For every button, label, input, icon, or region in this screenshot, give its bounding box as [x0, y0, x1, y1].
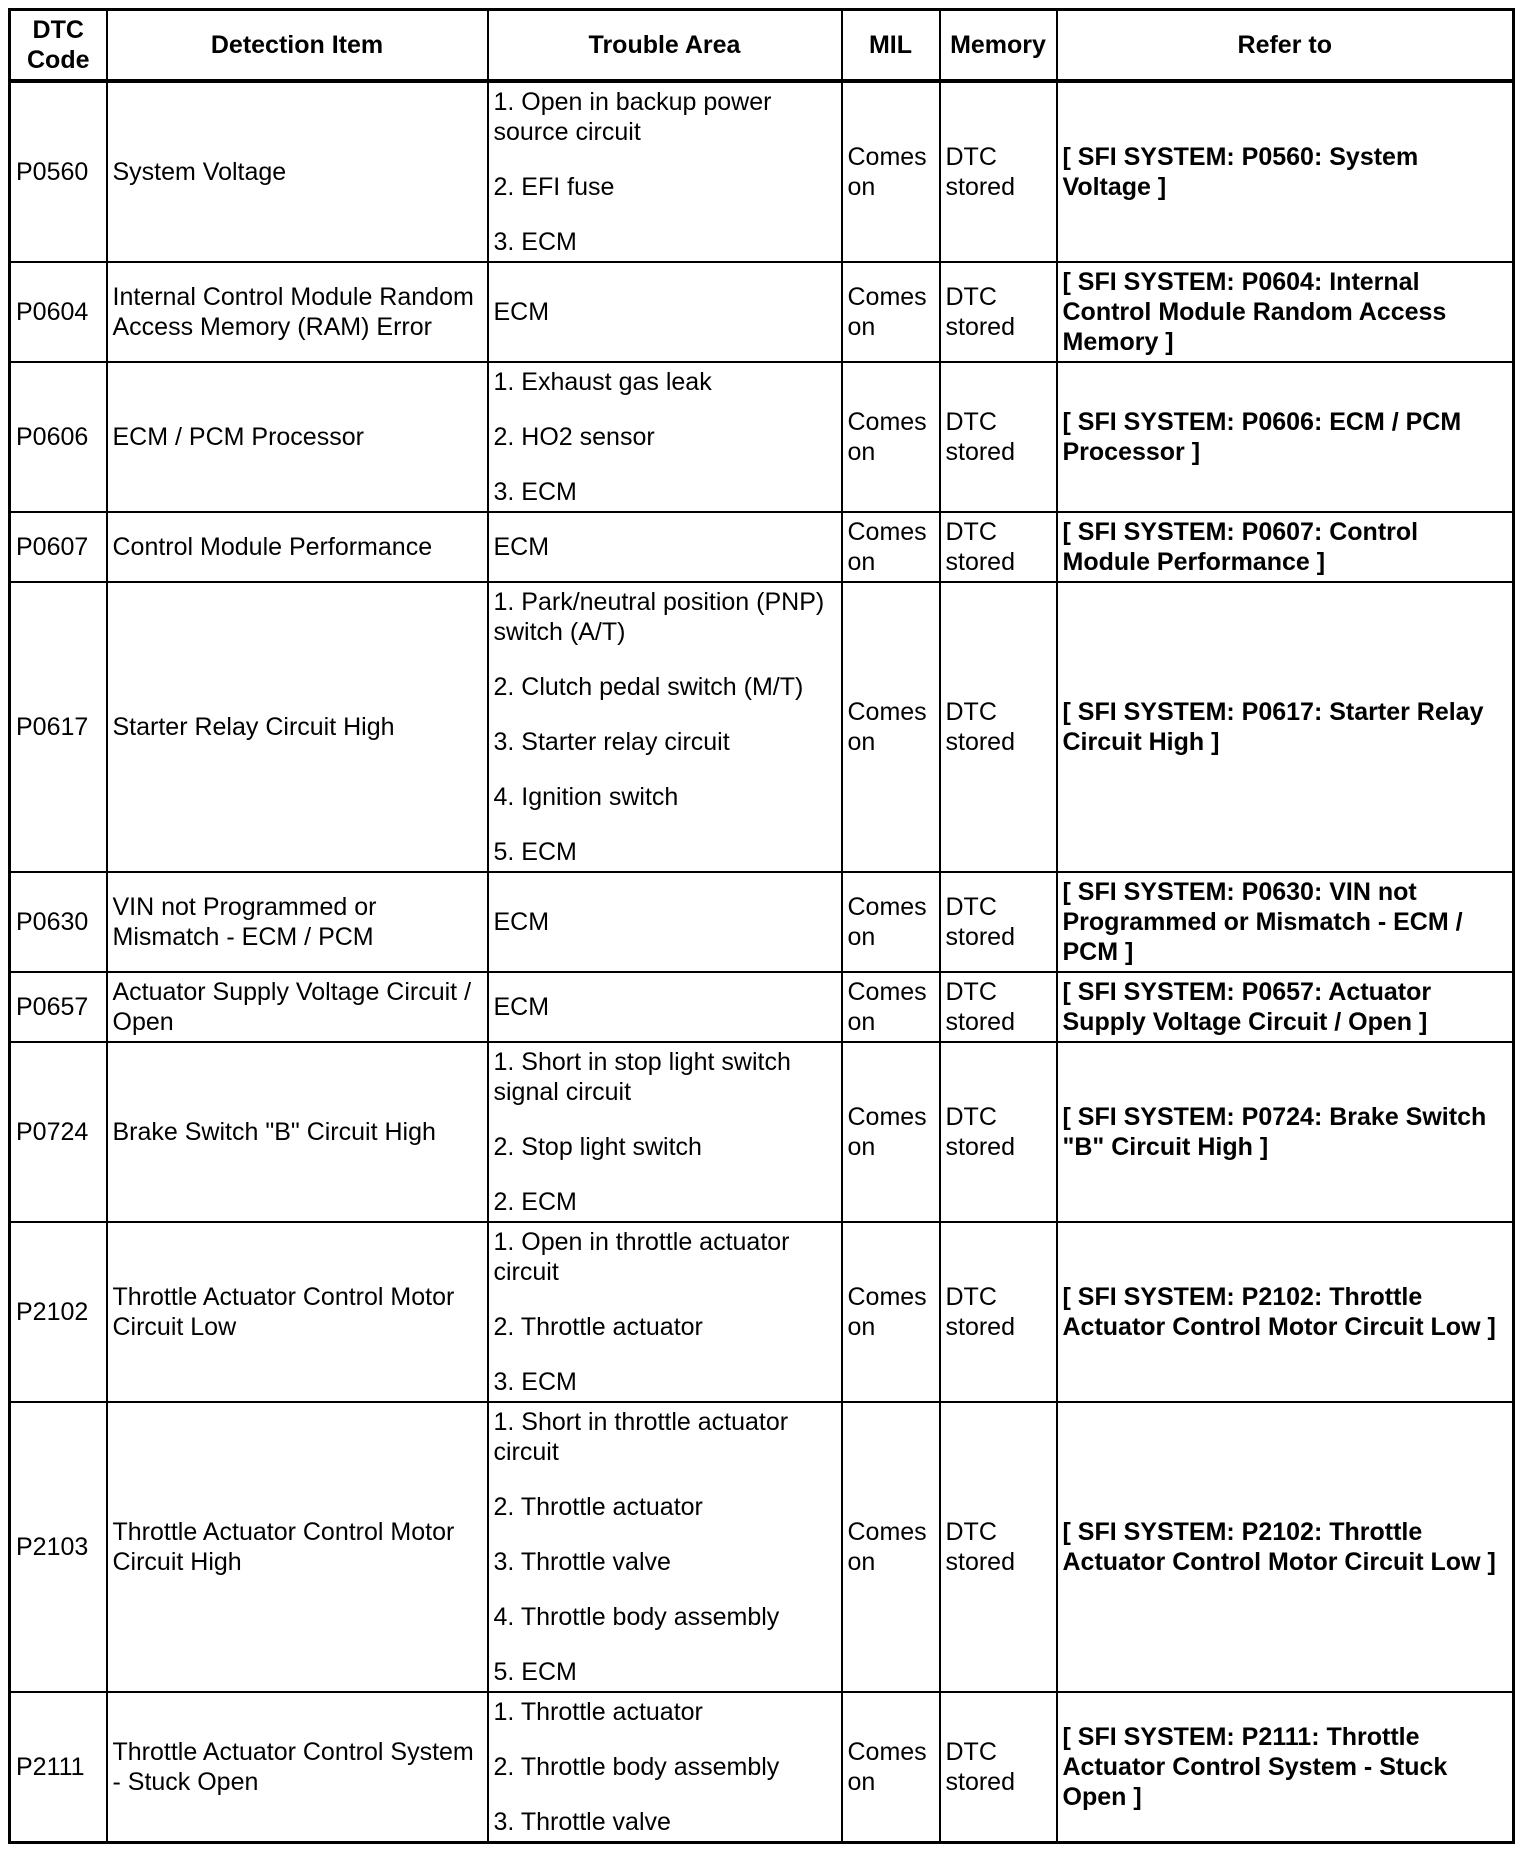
trouble-area-step: 1. Open in throttle actuator circuit — [493, 1228, 790, 1286]
header-dtc-code: DTC Code — [10, 10, 107, 82]
trouble-area-cell — [488, 1692, 842, 1843]
mil-cell: Comes on — [842, 1222, 940, 1402]
memory-cell: DTC stored — [940, 872, 1057, 972]
refer-to-cell: [ SFI SYSTEM: P0604: Internal Control Module Random Access Memory ] — [1057, 262, 1514, 362]
dtc-code-cell: P2111 — [10, 1692, 107, 1843]
trouble-area-step: ECM — [493, 908, 550, 936]
refer-to-cell: [ SFI SYSTEM: P0617: Starter Relay Circuit High ] — [1057, 582, 1514, 872]
dtc-code-cell: P0657 — [10, 972, 107, 1042]
table-row — [10, 872, 1514, 972]
dtc-code-cell: P0607 — [10, 512, 107, 582]
dtc-code-cell: P0606 — [10, 362, 107, 512]
trouble-area-cell — [488, 1042, 842, 1222]
refer-to-cell: [ SFI SYSTEM: P0724: Brake Switch "B" Circuit High ] — [1057, 1042, 1514, 1222]
trouble-area-cell — [488, 1402, 842, 1692]
trouble-area-cell — [488, 262, 842, 362]
trouble-area-step: 3. ECM — [493, 228, 577, 256]
mil-cell: Comes on — [842, 582, 940, 872]
detection-item-cell: ECM / PCM Processor — [107, 362, 488, 512]
refer-to-cell: [ SFI SYSTEM: P0560: System Voltage ] — [1057, 81, 1514, 262]
trouble-area-step: 4. Throttle body assembly — [493, 1603, 780, 1631]
trouble-area-step: 1. Park/neutral position (PNP) switch (A/T) — [493, 588, 825, 646]
table-header-row — [10, 10, 1514, 82]
trouble-area-step: 2. Clutch pedal switch (M/T) — [493, 673, 804, 701]
trouble-area-step: 3. Starter relay circuit — [493, 728, 730, 756]
memory-cell: DTC stored — [940, 512, 1057, 582]
dtc-table — [8, 8, 1515, 1844]
header-trouble-area: Trouble Area — [488, 10, 842, 82]
trouble-area-step: 2. ECM — [493, 1188, 577, 1216]
dtc-code-cell: P0617 — [10, 582, 107, 872]
memory-cell: DTC stored — [940, 362, 1057, 512]
trouble-area-step: 1. Open in backup power source circuit — [493, 88, 772, 146]
trouble-area-step: 5. ECM — [493, 1658, 577, 1686]
refer-to-cell: [ SFI SYSTEM: P0607: Control Module Performance ] — [1057, 512, 1514, 582]
trouble-area-step: 3. ECM — [493, 1368, 577, 1396]
detection-item-cell: Throttle Actuator Control System - Stuck Open — [107, 1692, 488, 1843]
trouble-area-step: 2. HO2 sensor — [493, 423, 655, 451]
memory-cell: DTC stored — [940, 81, 1057, 262]
header-mil: MIL — [842, 10, 940, 82]
trouble-area-step: 3. Throttle valve — [493, 1548, 671, 1576]
header-refer-to: Refer to — [1057, 10, 1514, 82]
mil-cell: Comes on — [842, 1042, 940, 1222]
trouble-area-step: 3. ECM — [493, 478, 577, 506]
memory-cell: DTC stored — [940, 1692, 1057, 1843]
table-row — [10, 582, 1514, 872]
refer-to-cell: [ SFI SYSTEM: P2111: Throttle Actuator Control System - Stuck Open ] — [1057, 1692, 1514, 1843]
trouble-area-cell — [488, 872, 842, 972]
mil-cell: Comes on — [842, 262, 940, 362]
memory-cell: DTC stored — [940, 1402, 1057, 1692]
trouble-area-step: 2. EFI fuse — [493, 173, 615, 201]
refer-to-cell: [ SFI SYSTEM: P0657: Actuator Supply Voltage Circuit / Open ] — [1057, 972, 1514, 1042]
detection-item-cell: Internal Control Module Random Access Memory (RAM) Error — [107, 262, 488, 362]
detection-item-cell: Control Module Performance — [107, 512, 488, 582]
detection-item-cell: Throttle Actuator Control Motor Circuit High — [107, 1402, 488, 1692]
table-row — [10, 362, 1514, 512]
refer-to-cell: [ SFI SYSTEM: P2102: Throttle Actuator Control Motor Circuit Low ] — [1057, 1222, 1514, 1402]
trouble-area-cell — [488, 1222, 842, 1402]
table-row — [10, 81, 1514, 262]
dtc-code-cell: P0630 — [10, 872, 107, 972]
table-row — [10, 1222, 1514, 1402]
detection-item-cell: Brake Switch "B" Circuit High — [107, 1042, 488, 1222]
mil-cell: Comes on — [842, 362, 940, 512]
memory-cell: DTC stored — [940, 582, 1057, 872]
trouble-area-step: 4. Ignition switch — [493, 783, 679, 811]
detection-item-cell: Starter Relay Circuit High — [107, 582, 488, 872]
table-body — [10, 81, 1514, 1843]
trouble-area-cell — [488, 972, 842, 1042]
trouble-area-cell — [488, 512, 842, 582]
trouble-area-step: ECM — [493, 298, 550, 326]
detection-item-cell: Actuator Supply Voltage Circuit / Open — [107, 972, 488, 1042]
table-row — [10, 262, 1514, 362]
trouble-area-step: 5. ECM — [493, 838, 577, 866]
trouble-area-step: 1. Throttle actuator — [493, 1698, 703, 1726]
table-row — [10, 1692, 1514, 1843]
memory-cell: DTC stored — [940, 1042, 1057, 1222]
table-row — [10, 512, 1514, 582]
mil-cell: Comes on — [842, 1692, 940, 1843]
trouble-area-step: 2. Throttle actuator — [493, 1493, 703, 1521]
mil-cell: Comes on — [842, 512, 940, 582]
memory-cell: DTC stored — [940, 972, 1057, 1042]
refer-to-cell: [ SFI SYSTEM: P0630: VIN not Programmed or Mismatch - ECM / PCM ] — [1057, 872, 1514, 972]
mil-cell: Comes on — [842, 872, 940, 972]
trouble-area-step: 1. Exhaust gas leak — [493, 368, 712, 396]
dtc-code-cell: P0560 — [10, 81, 107, 262]
refer-to-cell: [ SFI SYSTEM: P2102: Throttle Actuator Control Motor Circuit Low ] — [1057, 1402, 1514, 1692]
refer-to-cell: [ SFI SYSTEM: P0606: ECM / PCM Processor ] — [1057, 362, 1514, 512]
dtc-code-cell: P0724 — [10, 1042, 107, 1222]
table-row — [10, 1042, 1514, 1222]
trouble-area-step: 2. Stop light switch — [493, 1133, 702, 1161]
trouble-area-cell — [488, 582, 842, 872]
trouble-area-step: ECM — [493, 533, 550, 561]
header-memory: Memory — [940, 10, 1057, 82]
table-row — [10, 972, 1514, 1042]
trouble-area-step: 1. Short in throttle actuator circuit — [493, 1408, 789, 1466]
mil-cell: Comes on — [842, 81, 940, 262]
detection-item-cell: VIN not Programmed or Mismatch - ECM / PCM — [107, 872, 488, 972]
dtc-code-cell: P2103 — [10, 1402, 107, 1692]
dtc-code-cell: P2102 — [10, 1222, 107, 1402]
memory-cell: DTC stored — [940, 262, 1057, 362]
memory-cell: DTC stored — [940, 1222, 1057, 1402]
trouble-area-step: 3. Throttle valve — [493, 1808, 671, 1836]
detection-item-cell: Throttle Actuator Control Motor Circuit Low — [107, 1222, 488, 1402]
table-row — [10, 1402, 1514, 1692]
detection-item-cell: System Voltage — [107, 81, 488, 262]
trouble-area-step: ECM — [493, 993, 550, 1021]
trouble-area-cell — [488, 362, 842, 512]
dtc-code-cell: P0604 — [10, 262, 107, 362]
mil-cell: Comes on — [842, 972, 940, 1042]
header-detection-item: Detection Item — [107, 10, 488, 82]
trouble-area-step: 2. Throttle body assembly — [493, 1753, 780, 1781]
mil-cell: Comes on — [842, 1402, 940, 1692]
trouble-area-cell — [488, 81, 842, 262]
trouble-area-step: 1. Short in stop light switch signal circuit — [493, 1048, 791, 1106]
trouble-area-step: 2. Throttle actuator — [493, 1313, 703, 1341]
